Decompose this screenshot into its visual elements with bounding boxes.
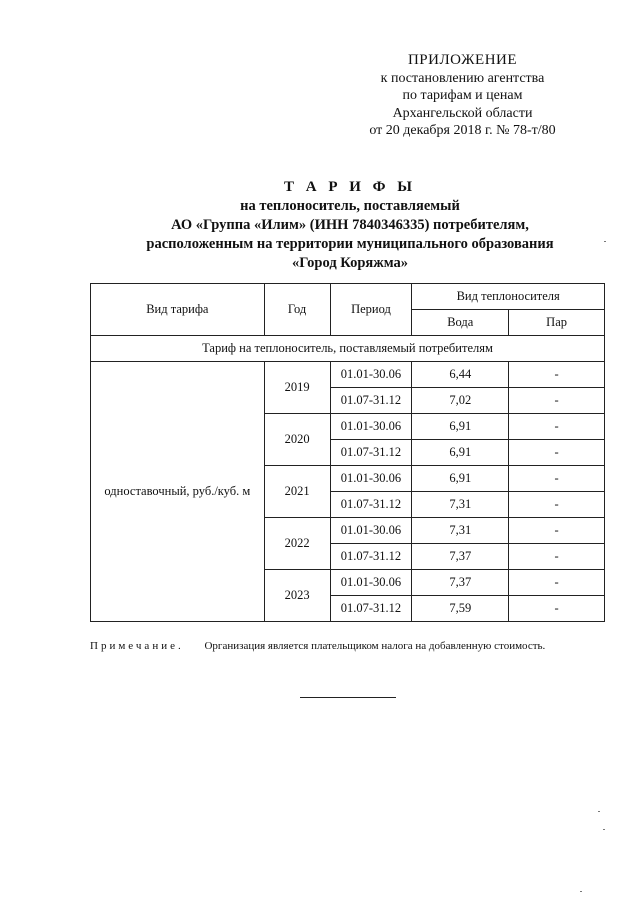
- water-cell: 7,37: [412, 570, 509, 596]
- document-title: [90, 178, 610, 273]
- scan-speck: [603, 829, 605, 830]
- section-row: [91, 336, 605, 362]
- steam-cell: -: [509, 440, 605, 466]
- header-water: Вода: [412, 310, 509, 336]
- steam-cell: -: [509, 596, 605, 622]
- header-steam: Пар: [509, 310, 605, 336]
- period-cell: 01.07-31.12: [330, 440, 412, 466]
- table-header-row: [91, 284, 605, 310]
- period-cell: 01.01-30.06: [330, 466, 412, 492]
- period-cell: 01.01-30.06: [330, 362, 412, 388]
- title-heading: Т А Р И Ф Ы: [283, 179, 417, 195]
- water-cell: 6,91: [412, 466, 509, 492]
- steam-cell: -: [509, 466, 605, 492]
- title-line: АО «Группа «Илим» (ИНН 7840346335) потребителям,: [171, 217, 529, 233]
- scan-speck: [604, 241, 606, 242]
- tariff-table-body: [91, 284, 605, 622]
- steam-cell: -: [509, 570, 605, 596]
- scan-speck: [580, 891, 582, 892]
- water-cell: 7,37: [412, 544, 509, 570]
- steam-cell: -: [509, 388, 605, 414]
- note: [90, 640, 610, 652]
- title-line: расположенным на территории муниципального образования: [146, 236, 554, 252]
- steam-cell: -: [509, 544, 605, 570]
- water-cell: 7,59: [412, 596, 509, 622]
- note-label: Примечание.: [90, 640, 184, 652]
- closing-rule: [300, 697, 396, 698]
- water-cell: 6,44: [412, 362, 509, 388]
- year-cell: 2020: [264, 414, 330, 466]
- tariff-name: одноставочный, руб./куб. м: [91, 362, 265, 622]
- period-cell: 01.07-31.12: [330, 492, 412, 518]
- header-tariff-type: Вид тарифа: [91, 284, 265, 336]
- appendix-heading: ПРИЛОЖЕНИЕ: [407, 52, 518, 68]
- appendix-line: по тарифам и ценам: [402, 88, 523, 103]
- section-title: Тариф на теплоноситель, поставляемый потребителям: [91, 336, 605, 362]
- period-cell: 01.07-31.12: [330, 388, 412, 414]
- note-text: Организация является плательщиком налога на добавленную стоимость.: [204, 640, 546, 652]
- tariff-table: [90, 283, 605, 622]
- year-cell: 2022: [264, 518, 330, 570]
- steam-cell: -: [509, 414, 605, 440]
- year-cell: 2023: [264, 570, 330, 622]
- title-line: «Город Коряжма»: [291, 255, 409, 271]
- water-cell: 7,02: [412, 388, 509, 414]
- table-row: [91, 362, 605, 388]
- header-period: Период: [330, 284, 412, 336]
- appendix-line: к постановлению агентства: [380, 70, 545, 86]
- appendix-date-line: от 20 декабря 2018 г. № 78-т/80: [369, 123, 556, 138]
- scan-speck: [598, 811, 600, 812]
- water-cell: 7,31: [412, 518, 509, 544]
- period-cell: 01.07-31.12: [330, 596, 412, 622]
- year-cell: 2021: [264, 466, 330, 518]
- period-cell: 01.01-30.06: [330, 570, 412, 596]
- steam-cell: -: [509, 362, 605, 388]
- period-cell: 01.01-30.06: [330, 414, 412, 440]
- appendix-line: Архангельской области: [392, 105, 533, 121]
- title-line: на теплоноситель, поставляемый: [240, 198, 460, 214]
- period-cell: 01.01-30.06: [330, 518, 412, 544]
- year-cell: 2019: [264, 362, 330, 414]
- header-carrier-type: Вид теплоносителя: [412, 284, 605, 310]
- header-year: Год: [264, 284, 330, 336]
- steam-cell: -: [509, 492, 605, 518]
- steam-cell: -: [509, 518, 605, 544]
- period-cell: 01.07-31.12: [330, 544, 412, 570]
- water-cell: 6,91: [412, 414, 509, 440]
- water-cell: 6,91: [412, 440, 509, 466]
- appendix-block: [330, 52, 595, 140]
- water-cell: 7,31: [412, 492, 509, 518]
